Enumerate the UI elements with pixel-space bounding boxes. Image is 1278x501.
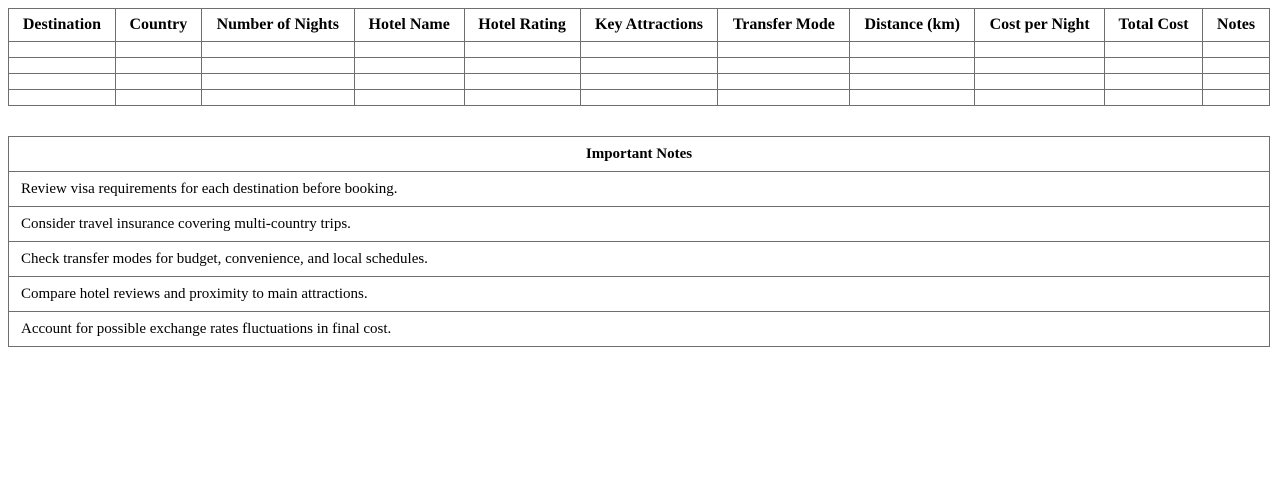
table-cell xyxy=(850,58,975,74)
header-transfer-mode: Transfer Mode xyxy=(718,9,850,42)
table-cell xyxy=(1105,90,1203,106)
table-row xyxy=(9,58,1270,74)
table-cell xyxy=(9,58,116,74)
table-cell xyxy=(1105,42,1203,58)
header-distance: Distance (km) xyxy=(850,9,975,42)
table-cell xyxy=(9,42,116,58)
table-cell xyxy=(718,74,850,90)
note-text: Check transfer modes for budget, convenience, and local schedules. xyxy=(9,242,1270,277)
table-cell xyxy=(1105,74,1203,90)
table-cell xyxy=(580,58,718,74)
table-cell xyxy=(115,58,201,74)
header-hotel-name: Hotel Name xyxy=(354,9,464,42)
table-row xyxy=(9,74,1270,90)
header-country: Country xyxy=(115,9,201,42)
header-hotel-rating: Hotel Rating xyxy=(464,9,580,42)
table-cell xyxy=(580,74,718,90)
notes-title: Important Notes xyxy=(9,137,1270,172)
table-cell xyxy=(1203,42,1270,58)
table-cell xyxy=(464,42,580,58)
table-cell xyxy=(201,58,354,74)
table-row xyxy=(9,90,1270,106)
header-key-attractions: Key Attractions xyxy=(580,9,718,42)
table-cell xyxy=(9,90,116,106)
header-number-of-nights: Number of Nights xyxy=(201,9,354,42)
table-cell xyxy=(354,58,464,74)
table-cell xyxy=(850,42,975,58)
list-item xyxy=(9,242,1270,277)
table-cell xyxy=(1203,58,1270,74)
table-row xyxy=(9,42,1270,58)
table-cell xyxy=(580,42,718,58)
note-text: Account for possible exchange rates fluctuations in final cost. xyxy=(9,312,1270,347)
table-cell xyxy=(1203,74,1270,90)
header-notes: Notes xyxy=(1203,9,1270,42)
table-cell xyxy=(718,58,850,74)
table-cell xyxy=(580,90,718,106)
table-cell xyxy=(201,90,354,106)
note-text: Review visa requirements for each destination before booking. xyxy=(9,172,1270,207)
notes-header-row xyxy=(9,137,1270,172)
list-item xyxy=(9,277,1270,312)
table-cell xyxy=(464,90,580,106)
header-destination: Destination xyxy=(9,9,116,42)
table-cell xyxy=(718,90,850,106)
table-cell xyxy=(201,74,354,90)
header-total-cost: Total Cost xyxy=(1105,9,1203,42)
note-text: Compare hotel reviews and proximity to main attractions. xyxy=(9,277,1270,312)
note-text: Consider travel insurance covering multi-country trips. xyxy=(9,207,1270,242)
table-cell xyxy=(464,74,580,90)
table-cell xyxy=(718,42,850,58)
table-cell xyxy=(354,74,464,90)
page-content xyxy=(8,8,1270,347)
table-cell xyxy=(115,90,201,106)
important-notes-table xyxy=(8,136,1270,347)
table-header-row xyxy=(9,9,1270,42)
table-cell xyxy=(975,58,1105,74)
table-cell xyxy=(354,90,464,106)
travel-plan-table xyxy=(8,8,1270,106)
table-cell xyxy=(1203,90,1270,106)
table-cell xyxy=(850,74,975,90)
list-item xyxy=(9,172,1270,207)
table-cell xyxy=(975,42,1105,58)
table-cell xyxy=(975,90,1105,106)
table-cell xyxy=(850,90,975,106)
table-cell xyxy=(354,42,464,58)
table-cell xyxy=(1105,58,1203,74)
table-cell xyxy=(464,58,580,74)
table-cell xyxy=(115,74,201,90)
table-cell xyxy=(201,42,354,58)
header-cost-per-night: Cost per Night xyxy=(975,9,1105,42)
list-item xyxy=(9,312,1270,347)
table-cell xyxy=(975,74,1105,90)
list-item xyxy=(9,207,1270,242)
table-cell xyxy=(115,42,201,58)
table-cell xyxy=(9,74,116,90)
